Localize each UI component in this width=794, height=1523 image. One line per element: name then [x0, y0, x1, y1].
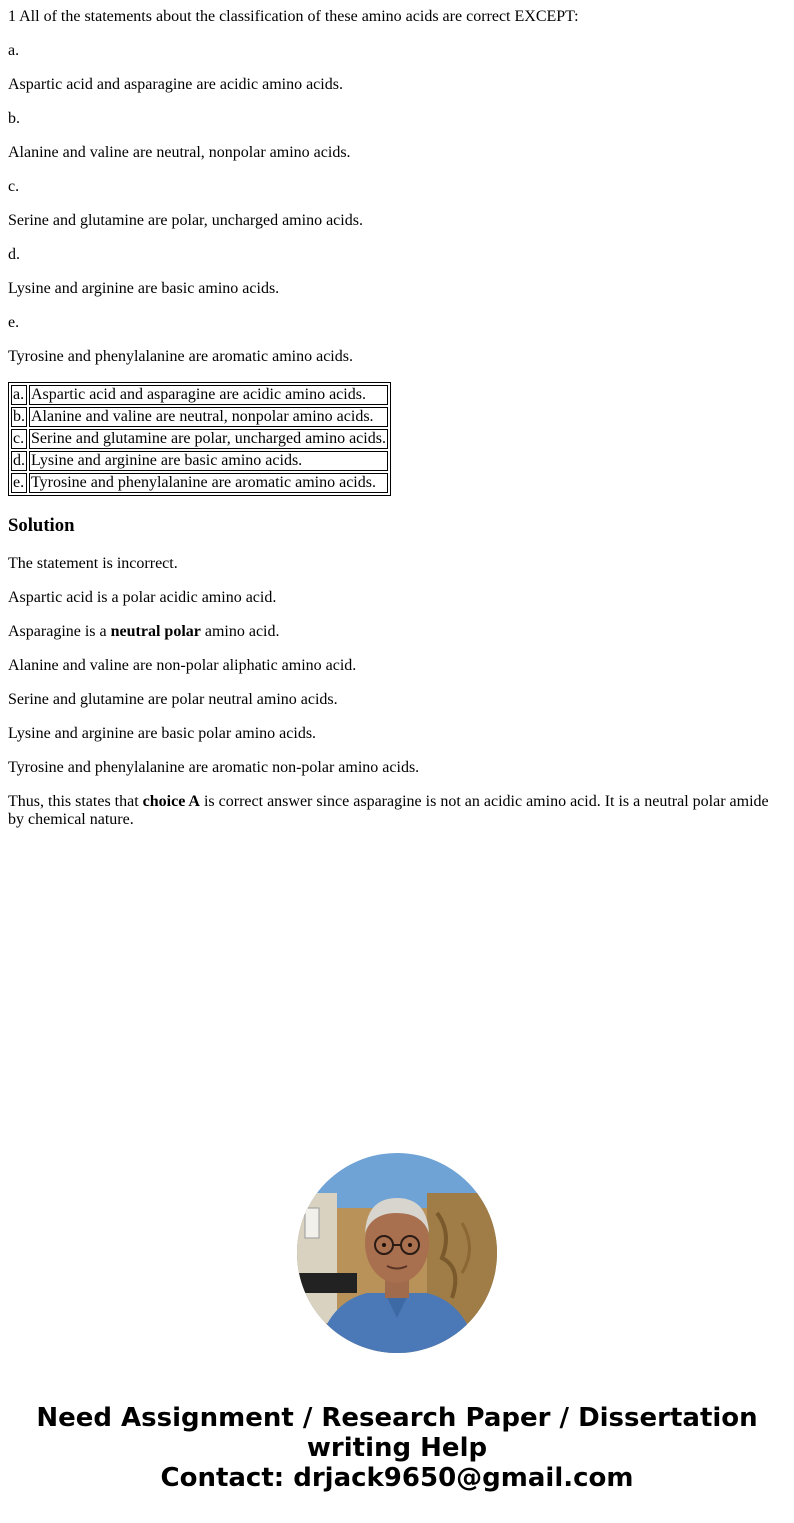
portrait-image: [297, 1153, 497, 1353]
author-photo: [297, 1153, 497, 1353]
solution-text: amino acid.: [200, 623, 280, 640]
option-a-letter: a.: [8, 42, 20, 59]
option-a-text: Aspartic acid and asparagine are acidic amino acids.: [8, 76, 343, 93]
contact-banner: [0, 1403, 794, 1493]
table-cell-text: Tyrosine and phenylalanine are aromatic amino acids.: [29, 473, 388, 493]
solution-text: is correct answer since asparagine is not an acidic amino acid. It is a neutral polar amide by chemical nature.: [8, 793, 769, 828]
option-d-letter: d.: [8, 246, 20, 263]
table-row: [11, 473, 388, 493]
question-title: 1 All of the statements about the classification of these amino acids are correct EXCEPT:: [8, 8, 579, 25]
option-e-letter: e.: [8, 314, 20, 331]
solution-conclusion: [8, 793, 780, 829]
solution-line: Alanine and valine are non-polar aliphatic amino acid.: [8, 657, 357, 674]
options-table: [8, 382, 391, 496]
table-cell-letter: c.: [11, 429, 27, 449]
option-b-letter: b.: [8, 110, 20, 127]
option-c-letter: c.: [8, 178, 20, 195]
banner-contact: Contact: drjack9650@gmail.com: [160, 1463, 634, 1493]
table-cell-text: Alanine and valine are neutral, nonpolar amino acids.: [29, 407, 388, 427]
table-cell-letter: a.: [11, 385, 27, 405]
option-e-text: Tyrosine and phenylalanine are aromatic amino acids.: [8, 348, 353, 365]
option-d-text: Lysine and arginine are basic amino acids.: [8, 280, 280, 297]
solution-emphasis: neutral polar: [110, 623, 201, 640]
solution-line: Tyrosine and phenylalanine are aromatic non-polar amino acids.: [8, 759, 420, 776]
banner-line: writing Help: [306, 1433, 488, 1463]
table-cell-text: Lysine and arginine are basic amino acids.: [29, 451, 388, 471]
solution-line: Aspartic acid is a polar acidic amino acid.: [8, 589, 277, 606]
solution-line: Serine and glutamine are polar neutral amino acids.: [8, 691, 338, 708]
banner-line: Need Assignment / Research Paper / Dissertation: [36, 1403, 758, 1433]
table-row: [11, 385, 388, 405]
table-cell-text: Serine and glutamine are polar, uncharged amino acids.: [31, 430, 386, 447]
solution-heading: Solution: [8, 515, 75, 536]
solution-text: Asparagine is a: [8, 623, 111, 640]
option-b-text: Alanine and valine are neutral, nonpolar amino acids.: [8, 144, 351, 161]
table-row: [11, 451, 388, 471]
solution-line: [8, 623, 780, 641]
table-cell-letter: d.: [13, 452, 25, 469]
solution-line: Lysine and arginine are basic polar amino acids.: [8, 725, 317, 742]
table-cell-letter: e.: [11, 473, 27, 493]
solution-emphasis: choice A: [142, 793, 200, 810]
table-row: [11, 429, 388, 449]
solution-text: Thus, this states that: [8, 793, 143, 810]
option-c-text: Serine and glutamine are polar, uncharged amino acids.: [8, 212, 363, 229]
solution-line: The statement is incorrect.: [8, 555, 178, 572]
table-cell-letter: b.: [13, 408, 25, 425]
table-row: [11, 407, 388, 427]
table-cell-text: Aspartic acid and asparagine are acidic amino acids.: [29, 385, 388, 405]
